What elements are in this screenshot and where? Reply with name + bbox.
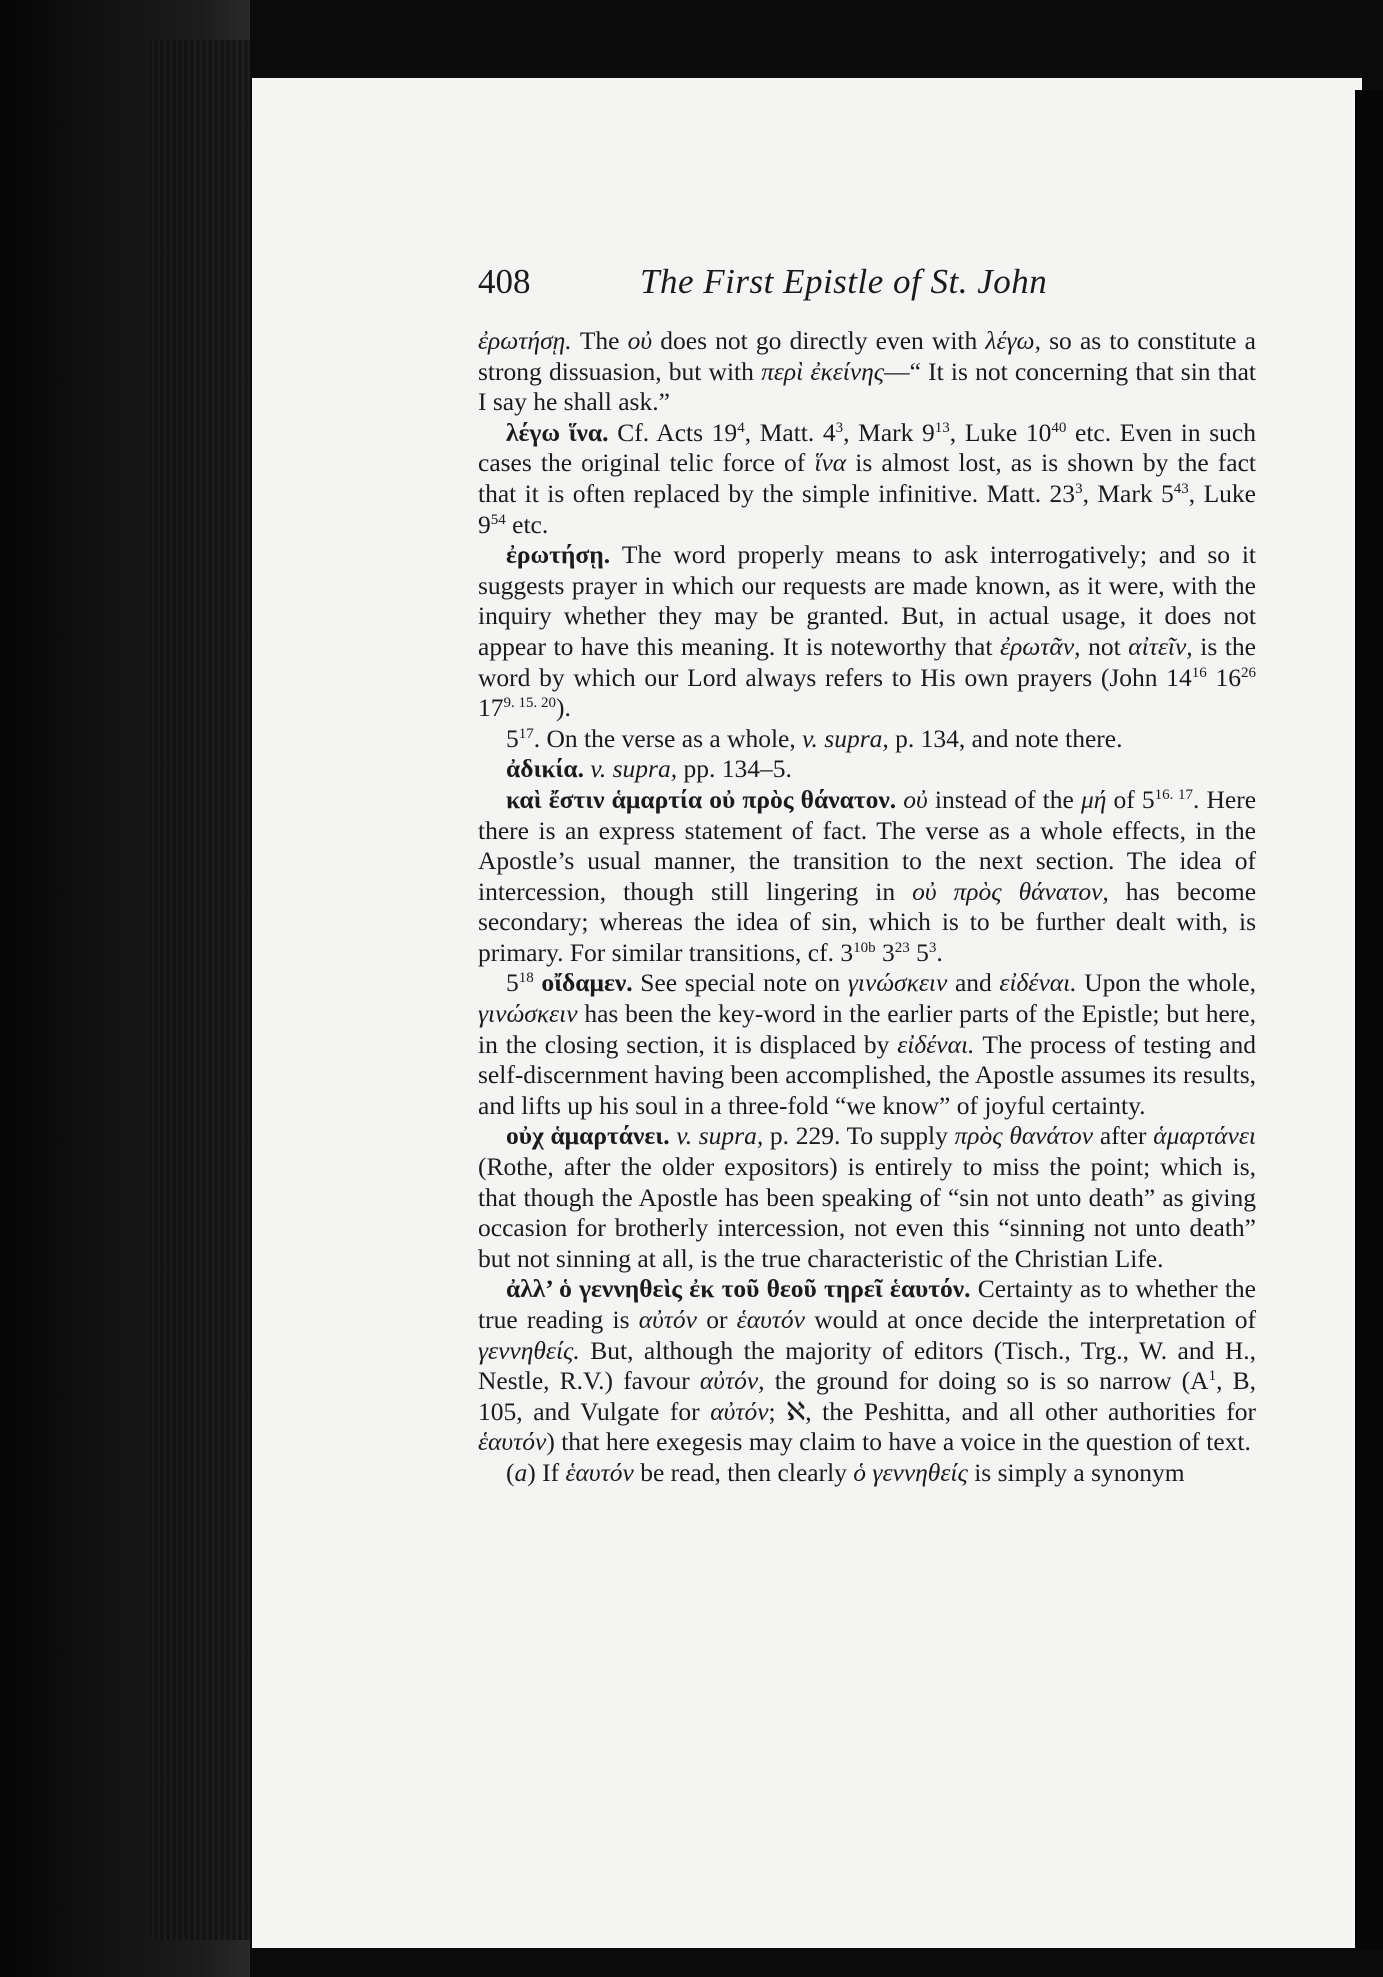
superscript: 9. 15. 20 bbox=[503, 695, 556, 712]
text-run: p. 229. To supply bbox=[763, 1121, 955, 1151]
text-run: ( bbox=[506, 1457, 515, 1487]
greek-lemma: λέγω ἵνα. bbox=[506, 417, 609, 447]
superscript: 43 bbox=[1173, 480, 1189, 497]
paragraph bbox=[478, 754, 1256, 785]
greek-lemma: ἐρωτήσῃ. bbox=[506, 540, 611, 570]
text-run: p. 134, and note there. bbox=[888, 723, 1123, 753]
book-spine-edge bbox=[150, 40, 250, 1940]
text-run: or bbox=[697, 1305, 737, 1334]
superscript: 26 bbox=[1241, 664, 1257, 681]
greek-word: εἰδέναι. bbox=[999, 968, 1077, 998]
text-run: The process of testing and self-discernment having been accomplished, the Apostle assumes its results, and lifts up his soul in a three-fold “we know” of joyful certainty. bbox=[478, 1029, 1256, 1120]
greek-word: περὶ ἐκείνης bbox=[761, 356, 885, 386]
greek-word: οὐ bbox=[903, 784, 928, 814]
paragraph bbox=[478, 1458, 1256, 1489]
paragraph bbox=[478, 968, 1256, 1121]
text-run: ) that here exegesis may claim to have a voice in the question of text. bbox=[546, 1427, 1251, 1457]
text-run: 3 bbox=[875, 937, 895, 967]
text-run: instead of the bbox=[927, 784, 1081, 814]
text-run: pp. 134–5. bbox=[677, 754, 792, 784]
greek-word: οὐ πρὸς θάνατον, bbox=[912, 876, 1109, 906]
text-run: 16 bbox=[1206, 662, 1242, 692]
superscript: 23 bbox=[894, 939, 910, 956]
verse-number: 5 bbox=[506, 723, 519, 753]
text-run: 5 bbox=[909, 937, 929, 967]
text-run: ; ℵ, the Peshitta, and all other authorities for bbox=[768, 1396, 1256, 1426]
superscript: 18 bbox=[518, 970, 534, 987]
paragraph bbox=[478, 326, 1256, 418]
greek-word: αἰτεῖν, bbox=[1128, 631, 1193, 661]
italic-reference: v. supra, bbox=[676, 1121, 764, 1151]
greek-lemma: ἐρωτήσῃ. bbox=[478, 326, 572, 355]
superscript: 3 bbox=[928, 939, 937, 956]
greek-word: οὐ bbox=[627, 326, 653, 355]
text-run: . bbox=[936, 937, 943, 967]
text-run: But, although the majority of editors (Tisch., Trg., W. and H., Nestle, R.V.) favour bbox=[478, 1335, 1256, 1396]
text-run: is almost lost, as is shown by the fact that it is often replaced by the simple infinitive. Matt. 23 bbox=[478, 448, 1256, 508]
text-run: The bbox=[571, 326, 628, 355]
greek-word: αὐτόν bbox=[638, 1305, 698, 1334]
text-run: . On the verse as a whole, bbox=[533, 723, 803, 753]
italic-reference: v. supra, bbox=[590, 754, 678, 784]
paragraph bbox=[478, 724, 1256, 755]
greek-word: λέγω, bbox=[985, 326, 1041, 355]
text-run: the ground for doing so is so narrow (A bbox=[764, 1366, 1209, 1396]
text-run: not bbox=[1080, 631, 1129, 661]
greek-lemma: οὐχ ἁμαρτάνει. bbox=[506, 1121, 670, 1151]
text-run: , Luke 9 bbox=[478, 478, 1257, 539]
greek-word: γεννηθείς. bbox=[478, 1335, 580, 1365]
superscript: 16. 17 bbox=[1154, 786, 1193, 803]
text-run: does not go directly even with bbox=[652, 326, 986, 355]
text-run: of 5 bbox=[1106, 784, 1155, 814]
text-run: , B, 105, and Vulgate for bbox=[478, 1366, 1256, 1426]
greek-lemma: ἀδικία. bbox=[506, 754, 585, 784]
superscript: 10b bbox=[853, 939, 876, 956]
text-run: —“ It is not concerning that sin that I say he shall ask.” bbox=[478, 356, 1256, 417]
greek-word: ἐρωτᾶν, bbox=[1000, 631, 1081, 661]
running-header bbox=[478, 262, 1138, 312]
text-run: etc. bbox=[505, 509, 549, 539]
paragraph bbox=[478, 418, 1256, 540]
text-run: The word properly means to ask interrogatively; and so it suggests prayer in which our requests are made known, as it were, with the inquiry whether they may be granted. But, in actual usage, it does not appear to have this meaning. It is noteworthy that bbox=[478, 540, 1256, 661]
greek-word: γινώσκειν bbox=[847, 968, 948, 998]
superscript: 54 bbox=[490, 511, 506, 528]
superscript: 3 bbox=[835, 419, 844, 436]
italic-reference: v. supra, bbox=[802, 723, 889, 753]
text-run: ) If bbox=[527, 1457, 566, 1487]
text-run: Certainty as to whether the true reading is bbox=[478, 1274, 1257, 1334]
text-run: (Rothe, after the older expositors) is entirely to miss the point; which is, that though the Apostle has been speaking of “sin not unto death” as giving occasion for brotherly intercession, not even this “sinning not unto death” but not sinning at all, is the true characteristic of the Christian Life. bbox=[478, 1152, 1256, 1273]
scan-right-edge bbox=[1355, 90, 1383, 1950]
italic-letter: a bbox=[514, 1457, 528, 1487]
greek-word: αὐτόν bbox=[710, 1396, 769, 1426]
text-run: after bbox=[1093, 1121, 1154, 1151]
text-run: ). bbox=[556, 693, 571, 723]
greek-lemma: ἀλλ’ ὁ γεννηθεὶς ἐκ τοῦ θεοῦ τηρεῖ ἑαυτόν. bbox=[506, 1274, 971, 1304]
greek-word: ἑαυτόν bbox=[736, 1305, 805, 1334]
superscript: 1 bbox=[1208, 1368, 1217, 1385]
superscript: 17 bbox=[518, 725, 534, 742]
text-run: , Mark 9 bbox=[843, 417, 935, 447]
text-run: would at once decide the interpretation of bbox=[805, 1305, 1256, 1334]
page-number: 408 bbox=[478, 262, 531, 301]
paragraph bbox=[478, 785, 1256, 969]
greek-word: αὐτόν, bbox=[699, 1366, 765, 1396]
greek-word: μή bbox=[1080, 784, 1107, 814]
text-run: 17 bbox=[478, 693, 504, 723]
superscript: 3 bbox=[1075, 480, 1083, 497]
superscript: 4 bbox=[737, 419, 745, 436]
superscript: 13 bbox=[934, 419, 950, 436]
text-run: is the word by which our Lord always refers to His own prayers (John 14 bbox=[478, 631, 1256, 692]
text-run: , Matt. 4 bbox=[744, 417, 836, 447]
superscript: 16 bbox=[1191, 664, 1207, 681]
greek-word: ἑαυτόν bbox=[565, 1457, 634, 1487]
greek-lemma: οἴδαμεν. bbox=[541, 968, 633, 998]
text-run: , Mark 5 bbox=[1082, 478, 1174, 508]
greek-lemma: καὶ ἔστιν ἁμαρτία οὐ πρὸς θάνατον. bbox=[506, 784, 897, 814]
verse-number: 5 bbox=[506, 968, 519, 998]
text-run: is simply a synonym bbox=[967, 1457, 1185, 1487]
greek-word: ἵνα bbox=[814, 448, 847, 478]
text-run: See special note on bbox=[632, 968, 848, 998]
greek-word: ἁμαρτάνει bbox=[1153, 1121, 1256, 1151]
page-text bbox=[478, 326, 1256, 1489]
text-run: and bbox=[947, 968, 1000, 998]
text-run: Cf. Acts 19 bbox=[608, 417, 738, 447]
text-run: , Luke 10 bbox=[949, 417, 1052, 447]
text-run: be read, then clearly bbox=[633, 1457, 854, 1487]
paragraph bbox=[478, 1274, 1256, 1458]
greek-word: ὁ γεννηθείς bbox=[853, 1457, 968, 1487]
running-title: The First Epistle of St. John bbox=[640, 262, 1048, 301]
greek-word: γινώσκειν bbox=[478, 999, 578, 1029]
text-run: etc. Even in such cases the original telic force of bbox=[478, 417, 1256, 478]
text-run: has become secondary; whereas the idea of sin, which is to be further dealt with, is primary. For similar transitions, cf. 3 bbox=[478, 876, 1257, 967]
paragraph bbox=[478, 1121, 1256, 1274]
greek-word: εἰδέναι. bbox=[897, 1029, 975, 1059]
text-run: . Here there is an express statement of fact. The verse as a whole effects, in the Apostle’s usual manner, the transition to the next section. The idea of intercession, though still lingering in bbox=[478, 784, 1257, 906]
superscript: 40 bbox=[1051, 419, 1067, 436]
greek-word: ἑαυτόν bbox=[478, 1427, 547, 1457]
text-run: so as to constitute a strong dissuasion, but with bbox=[478, 326, 1256, 386]
text-run: Upon the whole, bbox=[1076, 968, 1257, 998]
greek-word: πρὸς θανάτον bbox=[954, 1121, 1094, 1151]
paragraph bbox=[478, 540, 1256, 724]
text-run: has been the key-word in the earlier parts of the Epistle; but here, in the closing section, it is displaced by bbox=[478, 999, 1256, 1059]
